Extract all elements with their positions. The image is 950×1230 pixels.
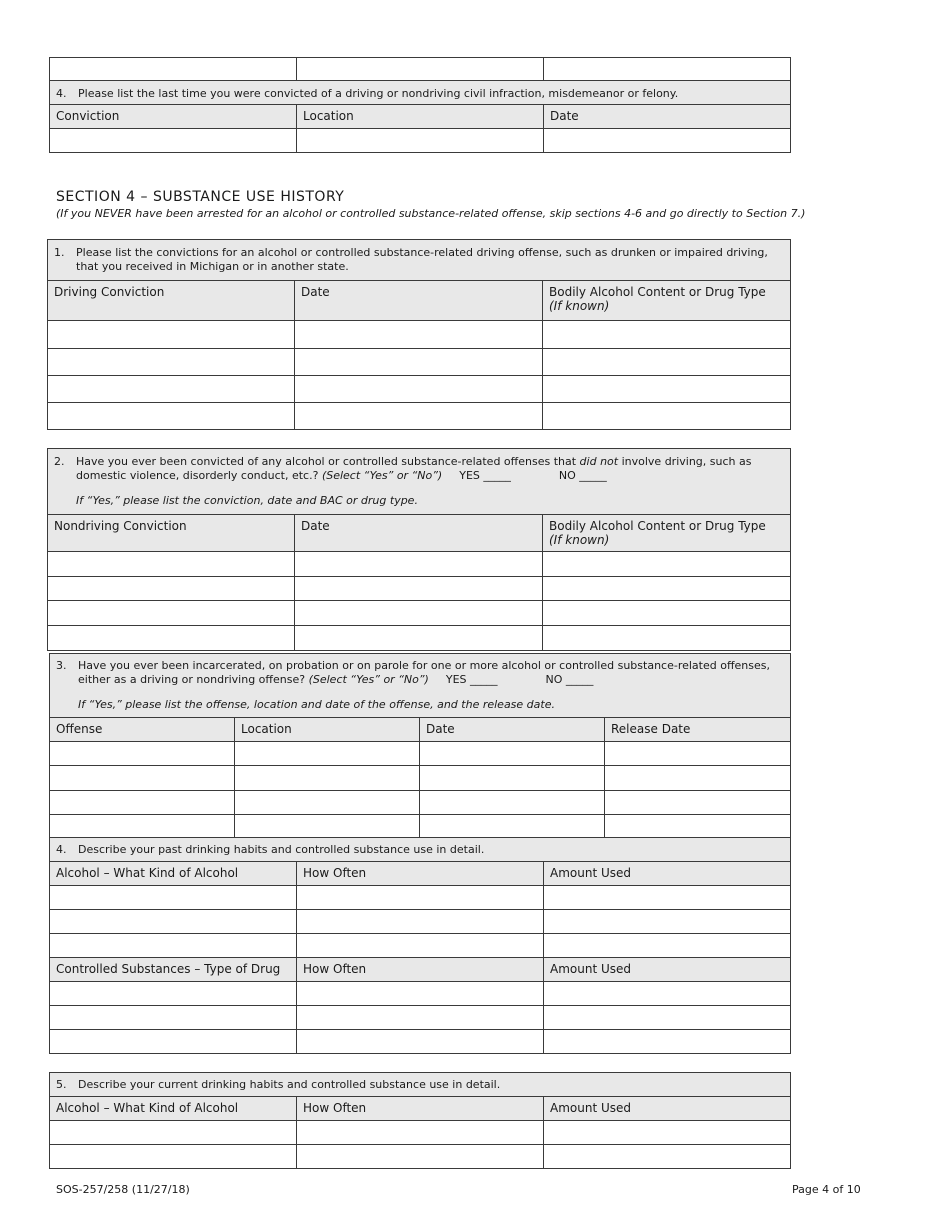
blank-cell[interactable] <box>297 58 544 81</box>
section-note-b: have been arrested for an alcohol or controlled substance-related offense, skip sections 4-6 and go directly to Section 7.) <box>131 207 806 220</box>
blank-cell[interactable] <box>297 982 544 1006</box>
column-header-date: Date <box>295 515 543 552</box>
question-number: 4. <box>56 87 67 100</box>
blank-cell[interactable] <box>235 766 420 791</box>
select-instruction: (Select “Yes” or “No”) <box>321 469 443 482</box>
blank-cell[interactable] <box>420 766 605 791</box>
blank-cell[interactable] <box>48 349 295 376</box>
question-text-line1: Please list the convictions for an alcohol or controlled substance-related driving offense, such as drunken or impaired driving, <box>76 246 768 259</box>
blank-cell[interactable] <box>50 766 235 791</box>
blank-cell[interactable] <box>544 1006 791 1030</box>
column-header-date: Date <box>544 105 791 129</box>
column-header-alcohol-kind: Alcohol – What Kind of Alcohol <box>50 1097 297 1121</box>
select-instruction: (Select “Yes” or “No”) <box>308 673 429 686</box>
blank-cell[interactable] <box>297 1006 544 1030</box>
page-number: Page 4 of 10 <box>792 1183 861 1196</box>
blank-cell[interactable] <box>50 934 297 958</box>
question-number: 1. <box>54 246 65 259</box>
blank-cell[interactable] <box>50 910 297 934</box>
header-row <box>50 105 791 129</box>
blank-cell[interactable] <box>543 321 791 349</box>
blank-cell[interactable] <box>605 742 791 766</box>
blank-cell[interactable] <box>544 129 791 153</box>
header-row <box>50 1097 791 1121</box>
header-bac-note: (If known) <box>549 299 610 313</box>
blank-cell[interactable] <box>297 1030 544 1054</box>
header-bac-label: Bodily Alcohol Content or Drug Type <box>549 519 766 533</box>
blank-cell[interactable] <box>48 601 295 626</box>
blank-cell[interactable] <box>295 552 543 577</box>
column-header-driving-conviction: Driving Conviction <box>48 281 295 321</box>
question-2 <box>48 449 791 515</box>
question-row <box>50 654 791 718</box>
blank-cell[interactable] <box>295 577 543 601</box>
blank-cell[interactable] <box>295 349 543 376</box>
table-row <box>48 552 791 577</box>
section-note <box>56 207 805 220</box>
column-header-date: Date <box>420 718 605 742</box>
list-instruction: If “Yes,” please list the conviction, date and BAC or drug type. <box>76 494 418 507</box>
blank-cell[interactable] <box>295 376 543 403</box>
blank-cell[interactable] <box>50 129 297 153</box>
table-row <box>50 742 791 766</box>
prior-convictions-table <box>49 57 791 153</box>
blank-cell[interactable] <box>544 1030 791 1054</box>
question-text-emph: did not <box>579 455 619 468</box>
column-header-nondriving-conviction: Nondriving Conviction <box>48 515 295 552</box>
blank-cell[interactable] <box>297 1145 544 1169</box>
section-note-never: NEVER <box>94 207 132 220</box>
table-row <box>50 815 791 839</box>
question-text: Describe your past drinking habits and controlled substance use in detail. <box>78 843 485 856</box>
question-number: 3. <box>56 659 67 672</box>
form-id: SOS-257/258 (11/27/18) <box>56 1183 190 1196</box>
question-1-table <box>47 239 791 430</box>
question-number: 4. <box>56 843 67 856</box>
blank-cell[interactable] <box>295 626 543 651</box>
table-row <box>50 1030 791 1054</box>
blank-cell[interactable] <box>48 403 295 430</box>
blank-cell[interactable] <box>544 58 791 81</box>
column-header-bac <box>543 281 791 321</box>
table-row <box>48 349 791 376</box>
column-header-amount-used: Amount Used <box>544 1097 791 1121</box>
table-row <box>48 577 791 601</box>
blank-cell[interactable] <box>543 376 791 403</box>
blank-cell[interactable] <box>295 601 543 626</box>
blank-cell[interactable] <box>297 129 544 153</box>
column-header-conviction: Conviction <box>50 105 297 129</box>
blank-cell[interactable] <box>48 577 295 601</box>
blank-cell[interactable] <box>235 742 420 766</box>
blank-cell[interactable] <box>50 742 235 766</box>
blank-cell[interactable] <box>235 791 420 815</box>
column-header-amount-used: Amount Used <box>544 862 791 886</box>
blank-cell[interactable] <box>295 403 543 430</box>
blank-cell[interactable] <box>420 791 605 815</box>
table-row <box>50 1121 791 1145</box>
header-bac-label: Bodily Alcohol Content or Drug Type <box>549 285 766 299</box>
blank-cell[interactable] <box>544 1145 791 1169</box>
column-header-how-often: How Often <box>297 1097 544 1121</box>
table-row <box>48 376 791 403</box>
blank-cell[interactable] <box>297 1121 544 1145</box>
question-number: 5. <box>56 1078 67 1091</box>
header-row <box>50 862 791 886</box>
column-header-drug-type: Controlled Substances – Type of Drug <box>50 958 297 982</box>
blank-cell[interactable] <box>543 403 791 430</box>
blank-cell[interactable] <box>544 886 791 910</box>
table-row <box>50 58 791 81</box>
blank-cell[interactable] <box>543 601 791 626</box>
blank-cell[interactable] <box>543 349 791 376</box>
blank-cell[interactable] <box>50 1121 297 1145</box>
column-header-location: Location <box>235 718 420 742</box>
blank-cell[interactable] <box>235 815 420 839</box>
question-text-line1a: Have you ever been convicted of any alcohol or controlled substance-related offenses that <box>76 455 580 468</box>
blank-cell[interactable] <box>544 1121 791 1145</box>
blank-cell[interactable] <box>50 982 297 1006</box>
question-4 <box>50 838 791 862</box>
table-row <box>48 626 791 651</box>
question-text-line1: Have you ever been incarcerated, on probation or on parole for one or more alcohol or controlled substance-related offenses, <box>78 659 771 672</box>
blank-cell[interactable] <box>48 552 295 577</box>
blank-cell[interactable] <box>544 982 791 1006</box>
question-row <box>50 1073 791 1097</box>
table-row <box>50 129 791 153</box>
blank-cell[interactable] <box>544 910 791 934</box>
table-row <box>50 791 791 815</box>
column-header-alcohol-kind: Alcohol – What Kind of Alcohol <box>50 862 297 886</box>
yes-option[interactable]: YES _____ <box>445 673 498 686</box>
question-row <box>50 838 791 862</box>
question-text: Please list the last time you were convicted of a driving or nondriving civil infraction, misdemeanor or felony. <box>78 87 679 100</box>
blank-cell[interactable] <box>295 321 543 349</box>
question-text-line2: that you received in Michigan or in another state. <box>76 260 349 273</box>
blank-cell[interactable] <box>50 791 235 815</box>
blank-cell[interactable] <box>420 815 605 839</box>
blank-cell[interactable] <box>297 886 544 910</box>
table-row <box>48 601 791 626</box>
question-text-line1b: involve driving, such as <box>618 455 752 468</box>
question-5 <box>50 1073 791 1097</box>
blank-cell[interactable] <box>50 1006 297 1030</box>
question-number: 2. <box>54 455 65 468</box>
blank-cell[interactable] <box>50 886 297 910</box>
blank-cell[interactable] <box>543 626 791 651</box>
table-row <box>50 1006 791 1030</box>
question-3 <box>50 654 791 718</box>
blank-cell[interactable] <box>420 742 605 766</box>
blank-cell[interactable] <box>297 934 544 958</box>
column-header-location: Location <box>297 105 544 129</box>
table-row <box>48 403 791 430</box>
blank-cell[interactable] <box>544 934 791 958</box>
header-row <box>50 958 791 982</box>
no-option[interactable]: NO _____ <box>545 673 594 686</box>
question-1 <box>48 240 791 281</box>
column-header-date: Date <box>295 281 543 321</box>
yes-option[interactable]: YES _____ <box>459 469 511 482</box>
table-row <box>50 934 791 958</box>
blank-cell[interactable] <box>605 815 791 839</box>
question-4-prior <box>50 81 791 105</box>
blank-cell[interactable] <box>543 552 791 577</box>
header-row <box>50 718 791 742</box>
section-note-a: (If you <box>56 207 95 220</box>
table-row <box>50 886 791 910</box>
blank-cell[interactable] <box>605 791 791 815</box>
question-2-table <box>47 448 791 651</box>
blank-cell[interactable] <box>297 910 544 934</box>
question-4-table <box>49 837 791 1054</box>
question-row <box>50 81 791 105</box>
blank-cell[interactable] <box>543 577 791 601</box>
section-title: SECTION 4 – SUBSTANCE USE HISTORY <box>56 189 345 205</box>
column-header-amount-used: Amount Used <box>544 958 791 982</box>
header-row <box>48 515 791 552</box>
list-instruction: If “Yes,” please list the offense, location and date of the offense, and the release date. <box>78 698 555 711</box>
blank-cell[interactable] <box>50 815 235 839</box>
question-row <box>48 240 791 281</box>
column-header-release-date: Release Date <box>605 718 791 742</box>
column-header-bac <box>543 515 791 552</box>
blank-cell[interactable] <box>48 321 295 349</box>
table-row <box>50 1145 791 1169</box>
question-text: Describe your current drinking habits and controlled substance use in detail. <box>78 1078 501 1091</box>
question-row <box>48 449 791 515</box>
blank-cell[interactable] <box>50 1030 297 1054</box>
column-header-how-often: How Often <box>297 862 544 886</box>
column-header-offense: Offense <box>50 718 235 742</box>
table-row <box>48 321 791 349</box>
question-5-table <box>49 1072 791 1169</box>
header-bac-note: (If known) <box>549 533 610 547</box>
table-row <box>50 766 791 791</box>
table-row <box>50 982 791 1006</box>
blank-cell[interactable] <box>50 58 297 81</box>
blank-cell[interactable] <box>48 376 295 403</box>
column-header-how-often: How Often <box>297 958 544 982</box>
blank-cell[interactable] <box>605 766 791 791</box>
question-text-line2: domestic violence, disorderly conduct, etc.? <box>76 469 319 482</box>
blank-cell[interactable] <box>50 1145 297 1169</box>
question-3-table <box>49 653 791 839</box>
no-option[interactable]: NO _____ <box>558 469 607 482</box>
question-text-line2: either as a driving or nondriving offense? <box>78 673 306 686</box>
blank-cell[interactable] <box>48 626 295 651</box>
table-row <box>50 910 791 934</box>
header-row <box>48 281 791 321</box>
